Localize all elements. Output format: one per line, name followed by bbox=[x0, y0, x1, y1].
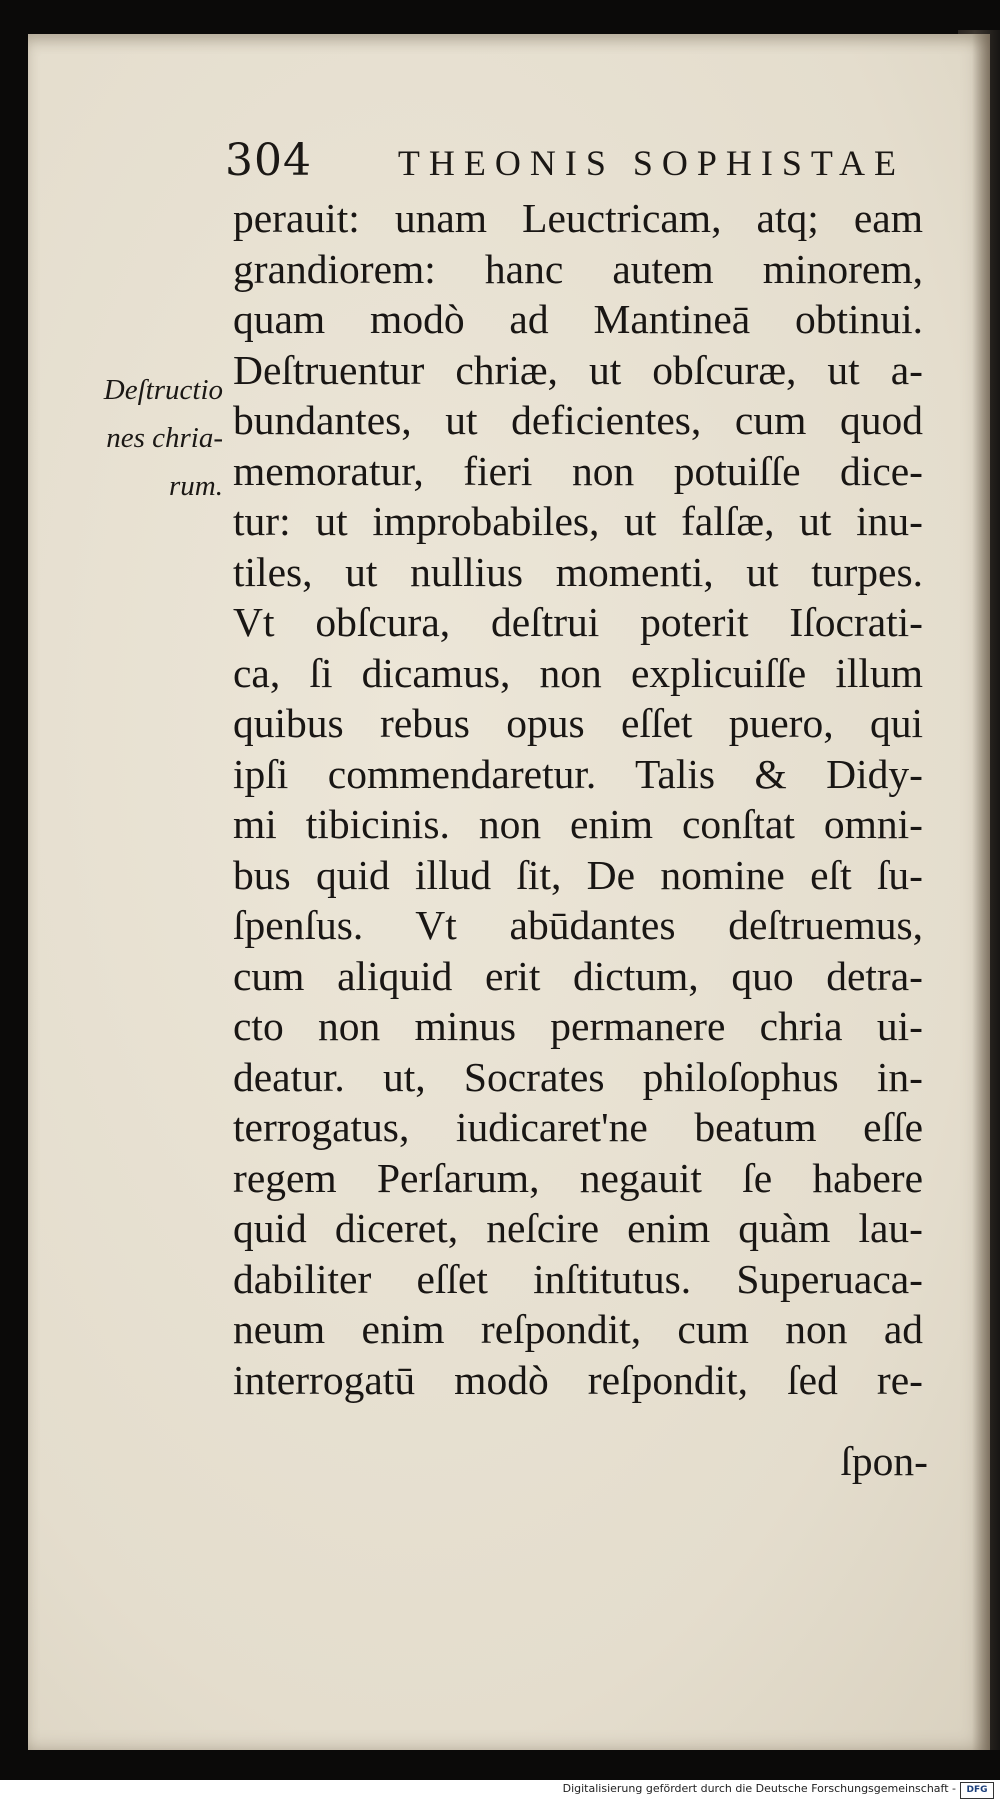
catchword: ſpon- bbox=[840, 1438, 928, 1484]
text-line: Vt obſcura, deſtrui poterit Iſocrati- bbox=[233, 599, 923, 645]
text-line: mi tibicinis. non enim conſtat omni- bbox=[233, 801, 923, 847]
text-line: deatur. ut, Socrates philoſophus in- bbox=[233, 1053, 923, 1100]
text-line: terrogatus, iudicaret'ne beatum eſſe bbox=[233, 1104, 923, 1150]
text-line: cto non minus permanere chria ui- bbox=[233, 1003, 923, 1049]
text-line: Deſtruentur chriæ, ut obſcuræ, ut a- bbox=[233, 346, 923, 393]
text-line: ca, ſi dicamus, non explicuiſſe illum bbox=[233, 649, 923, 696]
running-title: THEONIS SOPHISTAE bbox=[397, 143, 905, 183]
text-line: regem Perſarum, negauit ſe habere bbox=[233, 1154, 923, 1201]
text-line: ipſi commendaretur. Talis & Didy- bbox=[233, 750, 923, 797]
text-line: quid diceret, neſcire enim quàm lau- bbox=[233, 1205, 923, 1251]
text-line: neum enim reſpondit, cum non ad bbox=[233, 1306, 923, 1352]
text-line: tur: ut improbabiles, ut falſæ, ut inu- bbox=[233, 498, 923, 544]
marginal-note-line: nes chria- bbox=[106, 422, 223, 454]
text-line: grandiorem: hanc autem minorem, bbox=[233, 245, 923, 292]
footer-bar bbox=[0, 1780, 1000, 1800]
marginal-note bbox=[58, 366, 223, 510]
body-text bbox=[233, 193, 923, 1405]
funding-credit: Digitalisierung gefördert durch die Deutsche Forschungsgemeinschaft - bbox=[562, 1782, 956, 1795]
text-line: tiles, ut nullius momenti, ut turpes. bbox=[233, 548, 923, 595]
page-shadow bbox=[972, 34, 990, 1750]
text-line: ſpenſus. Vt abūdantes deſtruemus, bbox=[233, 902, 923, 948]
text-line: bundantes, ut deficientes, cum quod bbox=[233, 397, 923, 443]
text-line: quibus rebus opus eſſet puero, qui bbox=[233, 700, 923, 746]
text-line: cum aliquid erit dictum, quo detra- bbox=[233, 952, 923, 999]
text-line: memoratur, fieri non potuiſſe dice- bbox=[233, 447, 923, 494]
text-line: interrogatū modò reſpondit, ſed re- bbox=[233, 1356, 923, 1403]
marginal-note-line: rum. bbox=[169, 470, 223, 502]
text-line: dabiliter eſſet inſtitutus. Superuaca- bbox=[233, 1255, 923, 1302]
dfg-logo: DFG bbox=[960, 1782, 994, 1799]
text-line: perauit: unam Leuctricam, atq; eam bbox=[233, 195, 923, 241]
marginal-note-line: Deſtructio bbox=[103, 374, 223, 406]
page-number: 304 bbox=[225, 135, 312, 186]
page-header bbox=[225, 135, 905, 186]
text-line: bus quid illud ſit, De nomine eſt ſu- bbox=[233, 851, 923, 898]
text-line: quam modò ad Mantineā obtinui. bbox=[233, 296, 923, 342]
